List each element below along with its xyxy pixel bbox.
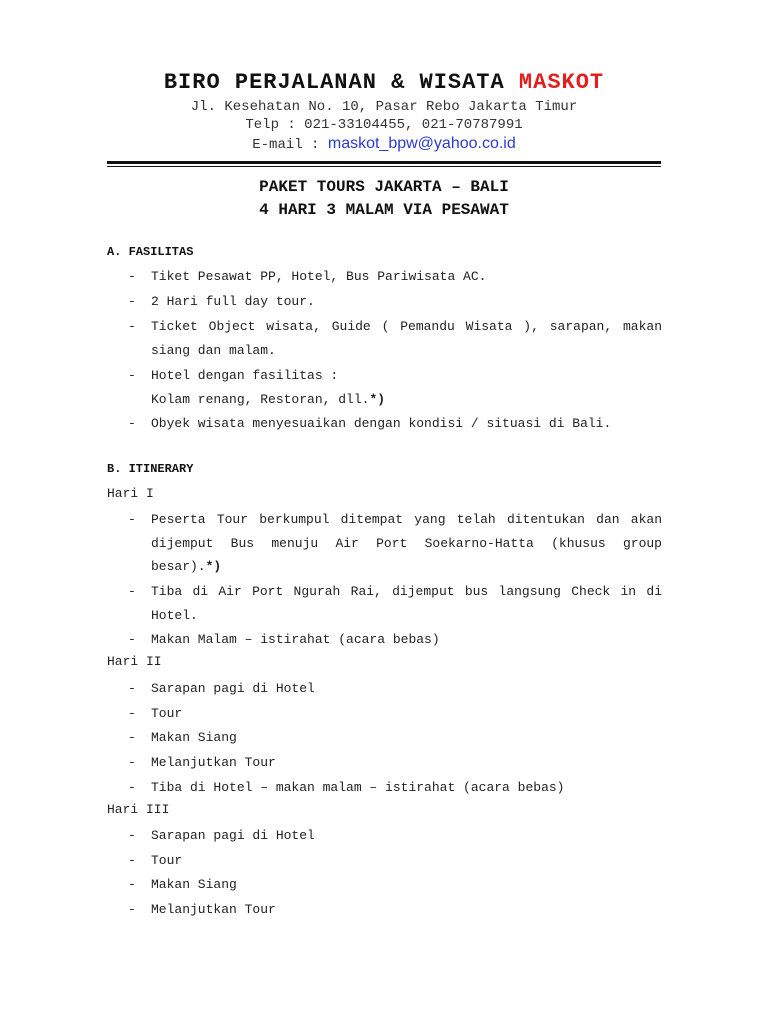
bullet-dash: -: [128, 584, 136, 599]
list-item-text: Melanjutkan Tour: [151, 755, 276, 770]
agency-address: Jl. Kesehatan No. 10, Pasar Rebo Jakarta Timur: [190, 99, 578, 115]
bullet-dash: -: [128, 853, 136, 868]
bullet-dash: -: [128, 269, 136, 284]
footnote-mark: *): [369, 391, 386, 407]
section-heading-itinerary: B. ITINERARY: [107, 462, 194, 476]
bullet-dash: -: [128, 730, 136, 745]
list-item-text: Makan Malam – istirahat (acara bebas): [151, 632, 440, 647]
day-heading: Hari III: [107, 802, 170, 817]
bullet-dash: -: [128, 294, 136, 309]
header-divider-thin: [107, 166, 661, 167]
list-item-text: Tour: [151, 706, 183, 721]
bullet-dash: -: [128, 706, 136, 721]
list-item-text: Obyek wisata menyesuaikan dengan kondisi / situasi di Bali.: [151, 416, 612, 431]
bullet-dash: -: [128, 780, 136, 795]
section-heading-fasilitas: A. FASILITAS: [107, 245, 194, 259]
list-item-text: Sarapan pagi di Hotel: [151, 828, 315, 843]
agency-email-line: [0, 135, 768, 153]
list-item-text: Sarapan pagi di Hotel: [151, 681, 315, 696]
day-heading: Hari I: [107, 486, 154, 501]
bullet-dash: -: [128, 681, 136, 696]
agency-title: [0, 70, 768, 95]
hotel-facility-list: Kolam renang, Restoran, dll.: [151, 391, 370, 407]
bullet-dash: -: [128, 755, 136, 770]
bullet-dash: -: [128, 632, 136, 647]
footnote-mark: *): [205, 559, 222, 574]
itinerary-text: Peserta Tour berkumpul ditempat yang telah ditentukan dan akan dijemput Bus menuju Air Port Soekarno-Hatta (khusus group besar).: [151, 512, 662, 574]
list-item-text: [151, 364, 662, 411]
email-label: E-mail :: [252, 137, 328, 153]
list-item-text: 2 Hari full day tour.: [151, 294, 315, 309]
list-item-text: Tiket Pesawat PP, Hotel, Bus Pariwisata AC.: [151, 269, 487, 284]
agency-phone: Telp : 021-33104455, 021-70787991: [245, 117, 523, 133]
agency-title-prefix: BIRO PERJALANAN & WISATA: [163, 70, 519, 95]
list-item-text: [151, 508, 662, 579]
bullet-dash: -: [128, 416, 136, 431]
list-item-text: Ticket Object wisata, Guide ( Pemandu Wisata ), sarapan, makan siang dan malam.: [151, 319, 662, 358]
package-title-line1: PAKET TOURS JAKARTA – BALI: [259, 178, 509, 196]
agency-brand-name: MASKOT: [518, 70, 605, 95]
package-title-line2: 4 HARI 3 MALAM VIA PESAWAT: [259, 201, 509, 219]
list-item-text: Tiba di Hotel – makan malam – istirahat (acara bebas): [151, 780, 565, 795]
bullet-dash: -: [128, 368, 136, 383]
bullet-dash: -: [128, 877, 136, 892]
header-divider-thick: [107, 161, 661, 164]
bullet-dash: -: [128, 512, 136, 527]
list-item-text: Makan Siang: [151, 877, 237, 892]
list-item-text: Makan Siang: [151, 730, 237, 745]
bullet-dash: -: [128, 902, 136, 917]
list-item-text: Tour: [151, 853, 183, 868]
list-item-text: Tiba di Air Port Ngurah Rai, dijemput bus langsung Check in di Hotel.: [151, 584, 662, 623]
hotel-facility-intro: Hotel dengan fasilitas :: [151, 368, 339, 383]
bullet-dash: -: [128, 319, 136, 334]
bullet-dash: -: [128, 828, 136, 843]
day-heading: Hari II: [107, 654, 162, 669]
email-link[interactable]: maskot_bpw@yahoo.co.id: [327, 135, 516, 152]
list-item-text: Melanjutkan Tour: [151, 902, 276, 917]
